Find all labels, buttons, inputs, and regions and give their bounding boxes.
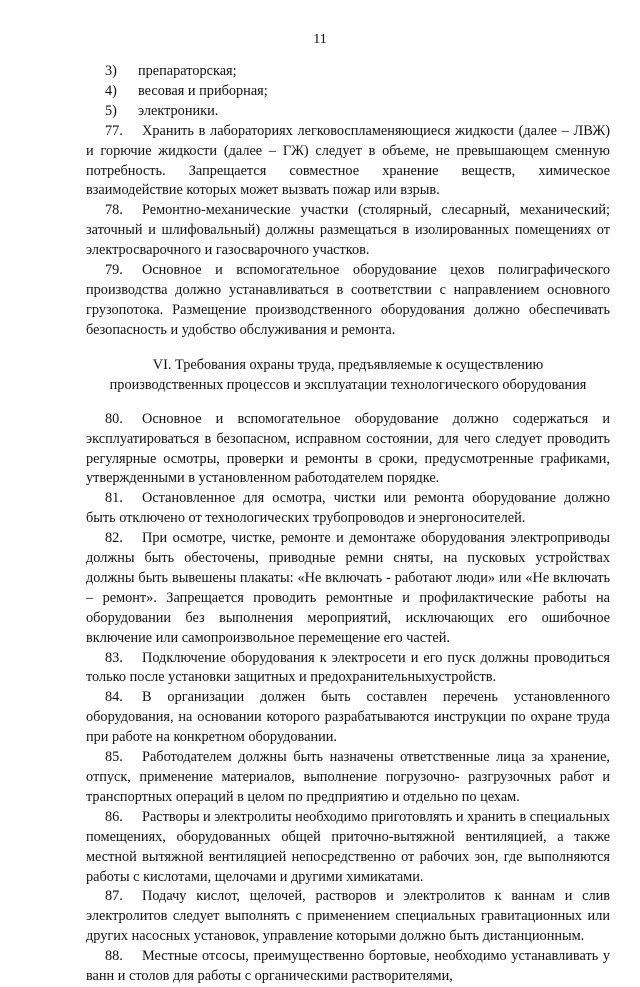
paragraph-number: 86. [105, 808, 123, 825]
section-heading-line-2: производственных процессов и эксплуатации технологического оборудования [109, 376, 587, 393]
paragraph-88 [86, 947, 610, 987]
paragraph-number: 85. [105, 749, 123, 766]
paragraph-text: Основное и вспомогательное оборудование цехов полиграфического производства должно устанавливаться в соответствии с направлением основного грузопотока. Размещение производственного оборудования должно обеспечивать безопасность и удобство обслуживания и ремонта. [86, 262, 610, 338]
paragraph-text: Подключение оборудования к электросети и его пуск должны проводиться только после установки защитных и предохранительныхустройств. [86, 649, 610, 686]
paragraph-82 [86, 529, 610, 648]
paragraph-81 [86, 489, 610, 529]
list-item [86, 62, 610, 82]
paragraph-text: В организации должен быть составлен перечень установленного оборудования, на основании которого разрабатываются инструкции по охране труда при работе на конкретном оборудовании. [86, 689, 610, 746]
paragraph-number: 87. [105, 888, 123, 905]
paragraph-number: 78. [105, 202, 123, 219]
paragraph-77 [86, 122, 610, 202]
list-item-text: препараторская; [138, 63, 237, 79]
paragraph-84 [86, 688, 610, 748]
paragraph-text: Хранить в лабораториях легковоспламеняющиеся жидкости (далее – ЛВЖ) и горючие жидкости (далее – ГЖ) следует в объеме, не превышающем сменную потребность. Запрещается совместное хранение веществ, химическое взаимодействие которых может вызвать пожар или взрыв. [86, 122, 610, 199]
paragraph-number: 77. [105, 122, 123, 139]
list-item [86, 102, 610, 122]
paragraph-text: Ремонтно-механические участки (столярный, слесарный, механический; заточный и шлифовальный) должны размещаться в изолированных помещениях от электросварочного и газосварочного участков. [86, 202, 610, 259]
paragraph-text: Подачу кислот, щелочей, растворов и электролитов к ваннам и слив электролитов следует выполнять с применением специальных гравитационных или других насосных установок, управление которыми должно быть дистанционным. [86, 888, 610, 945]
list-item-text: электроники. [138, 102, 219, 119]
paragraph-79 [86, 261, 610, 341]
paragraph-text: Работодателем должны быть назначены ответственные лица за хранение, отпуск, применение материалов, выполнение погрузочно- разгрузочных работ и транспортных операций в целом по предприятию и отдельно по цехам. [86, 749, 610, 805]
list-item-number: 3) [105, 63, 117, 79]
paragraph-text: Основное и вспомогательное оборудование должно содержаться и эксплуатироваться в безопасном, исправном состоянии, для чего следует проводить регулярные осмотры, проверки и ремонты в сроки, предусмотренные графиками, утвержденными в установленном работодателем порядке. [86, 410, 610, 487]
list-item [86, 82, 610, 102]
paragraph-87 [86, 887, 610, 947]
paragraph-86 [86, 808, 610, 888]
paragraph-text: При осмотре, чистке, ремонте и демонтаже оборудования электроприводы должны быть обесточены, приводные ремни сняты, на пусковых устройствах должны быть вывешены плакаты: «Не включать - работают люди» или «Не включать – ремонт». Запрещается проводить ремонтные и профилактические работы на оборудовании без выполнения мероприятий, исключающих его ошибочное включение или самопроизвольное перемещение его частей. [86, 530, 610, 646]
list-item-number: 4) [105, 82, 117, 99]
paragraph-text: Растворы и электролиты необходимо приготовлять и хранить в специальных помещениях, оборудованных общей приточно-вытяжной вентиляцией, а также местной вытяжной вентиляцией непосредственно от рабочих зон, где выполняются работы с кислотами, щелочами и другими химикатами. [86, 808, 610, 885]
paragraph-80 [86, 410, 610, 490]
paragraph-number: 80. [105, 410, 123, 427]
section-heading [86, 355, 610, 395]
paragraph-85 [86, 748, 610, 808]
paragraph-text: Местные отсосы, преимущественно бортовые, необходимо устанавливать у ванн и столов для работы с органическими растворителями, [86, 948, 610, 985]
paragraph-78 [86, 201, 610, 261]
paragraph-83 [86, 649, 610, 689]
paragraph-number: 83. [105, 649, 123, 666]
paragraph-number: 84. [105, 689, 123, 706]
paragraph-number: 88. [105, 948, 123, 965]
numbered-list [86, 62, 610, 122]
paragraph-text: Остановленное для осмотра, чистки или ремонта оборудование должно быть отключено от технологических трубопроводов и энергоносителей. [86, 490, 610, 527]
document-body [86, 62, 610, 987]
paragraph-number: 81. [105, 490, 123, 507]
paragraph-number: 82. [105, 530, 123, 547]
section-heading-line-1: VI. Требования охраны труда, предъявляемые к осуществлению [152, 356, 544, 373]
page-number: 11 [313, 32, 327, 47]
list-item-text: весовая и приборная; [138, 82, 268, 99]
list-item-number: 5) [105, 102, 117, 119]
paragraph-number: 79. [105, 262, 123, 279]
